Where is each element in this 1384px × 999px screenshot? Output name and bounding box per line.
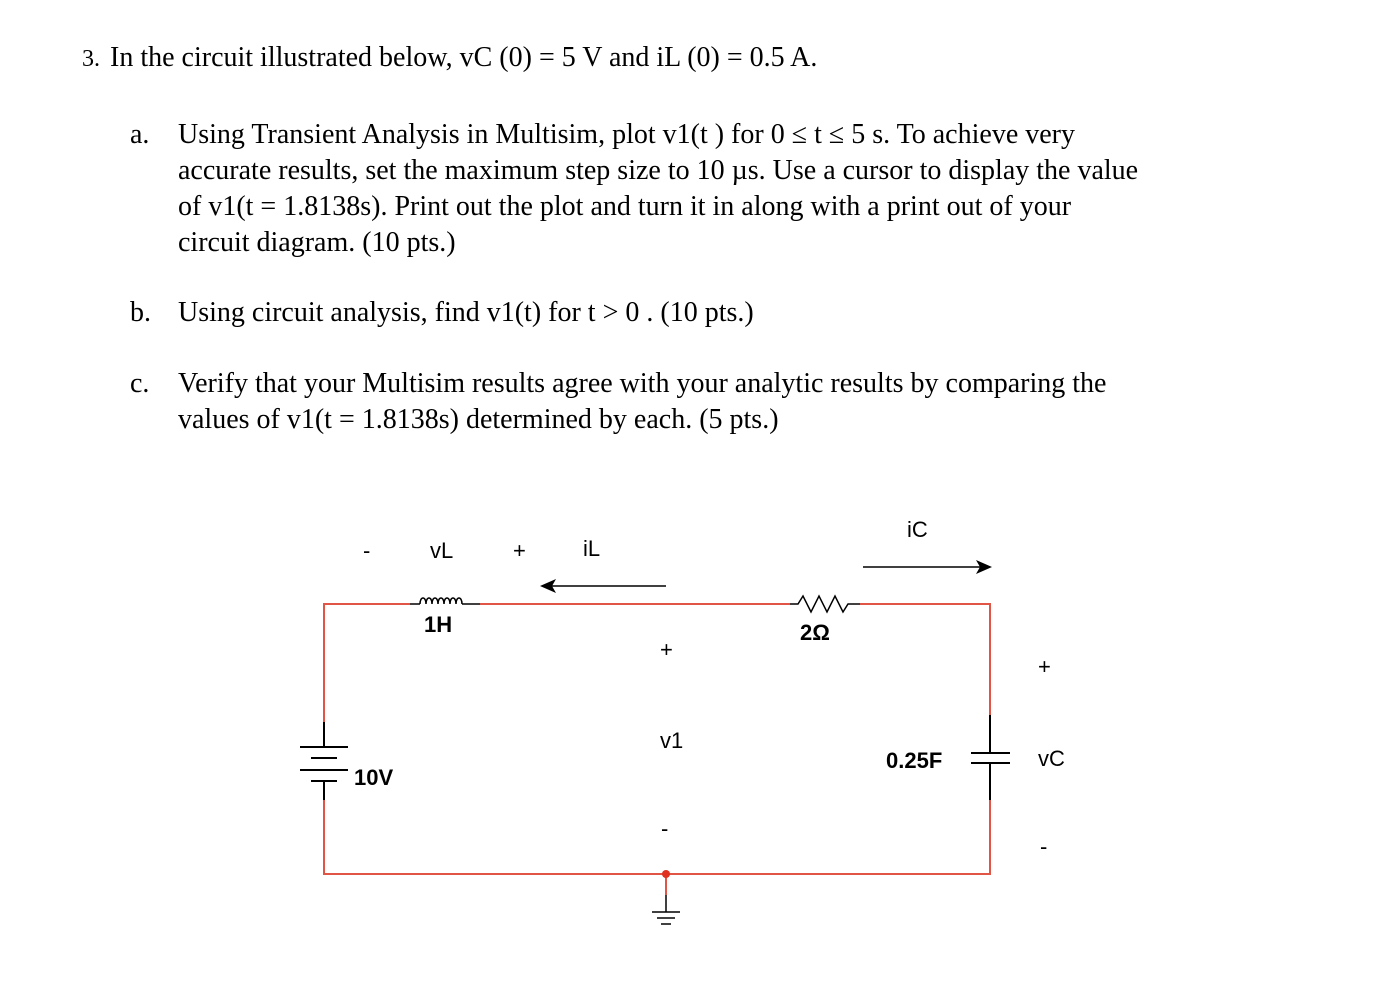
part-a-line-1: Using Transient Analysis in Multisim, plot v1(t ) for 0 ≤ t ≤ 5 s. To achieve very	[178, 119, 1075, 150]
source-label: 10V	[354, 765, 394, 790]
vl-plus-label: +	[513, 538, 526, 563]
capacitor-label: 0.25F	[886, 748, 943, 773]
resistor-label: 2Ω	[800, 620, 830, 645]
battery-icon	[300, 722, 348, 800]
part-b-line-1: Using circuit analysis, find v1(t) for t > 0 . (10 pts.)	[178, 297, 754, 328]
vl-label: vL	[430, 538, 454, 563]
v1-minus-label: -	[661, 816, 669, 841]
problem-text: In the circuit illustrated below, vC (0) = 5 V and iL (0) = 0.5 A.	[110, 42, 818, 73]
part-c-letter: c.	[130, 368, 150, 399]
v1-label: v1	[660, 728, 684, 753]
v1-plus-label: +	[660, 637, 673, 662]
part-a-line-4: circuit diagram. (10 pts.)	[178, 227, 456, 258]
il-arrow-icon	[540, 579, 666, 593]
part-a-line-3: of v1(t = 1.8138s). Print out the plot and turn it in along with a print out of your	[178, 191, 1072, 222]
wire-bottom	[324, 785, 990, 874]
vc-minus-label: -	[1040, 834, 1048, 859]
part-b-letter: b.	[130, 297, 151, 328]
resistor-icon	[790, 596, 860, 612]
ic-label: iC	[907, 517, 928, 542]
vl-minus-label: -	[363, 538, 371, 563]
problem-number: 3.	[82, 46, 100, 72]
inductor-icon	[410, 598, 480, 604]
part-a-letter: a.	[130, 119, 150, 150]
ic-arrow-icon	[863, 560, 992, 574]
vc-label: vC	[1038, 746, 1065, 771]
wire-top-right	[860, 604, 990, 715]
wire-top-left	[324, 604, 410, 747]
part-a-line-2: accurate results, set the maximum step size to 10 µs. Use a cursor to display the value	[178, 155, 1139, 186]
part-c-line-1: Verify that your Multisim results agree with your analytic results by comparing the	[178, 368, 1107, 399]
ground-icon	[652, 895, 680, 924]
inductor-label: 1H	[424, 612, 453, 637]
ground-node	[662, 870, 670, 878]
capacitor-icon	[971, 715, 1010, 800]
part-c-line-2: values of v1(t = 1.8138s) determined by each. (5 pts.)	[178, 404, 779, 435]
vc-plus-label: +	[1038, 654, 1051, 679]
il-label: iL	[583, 536, 601, 561]
